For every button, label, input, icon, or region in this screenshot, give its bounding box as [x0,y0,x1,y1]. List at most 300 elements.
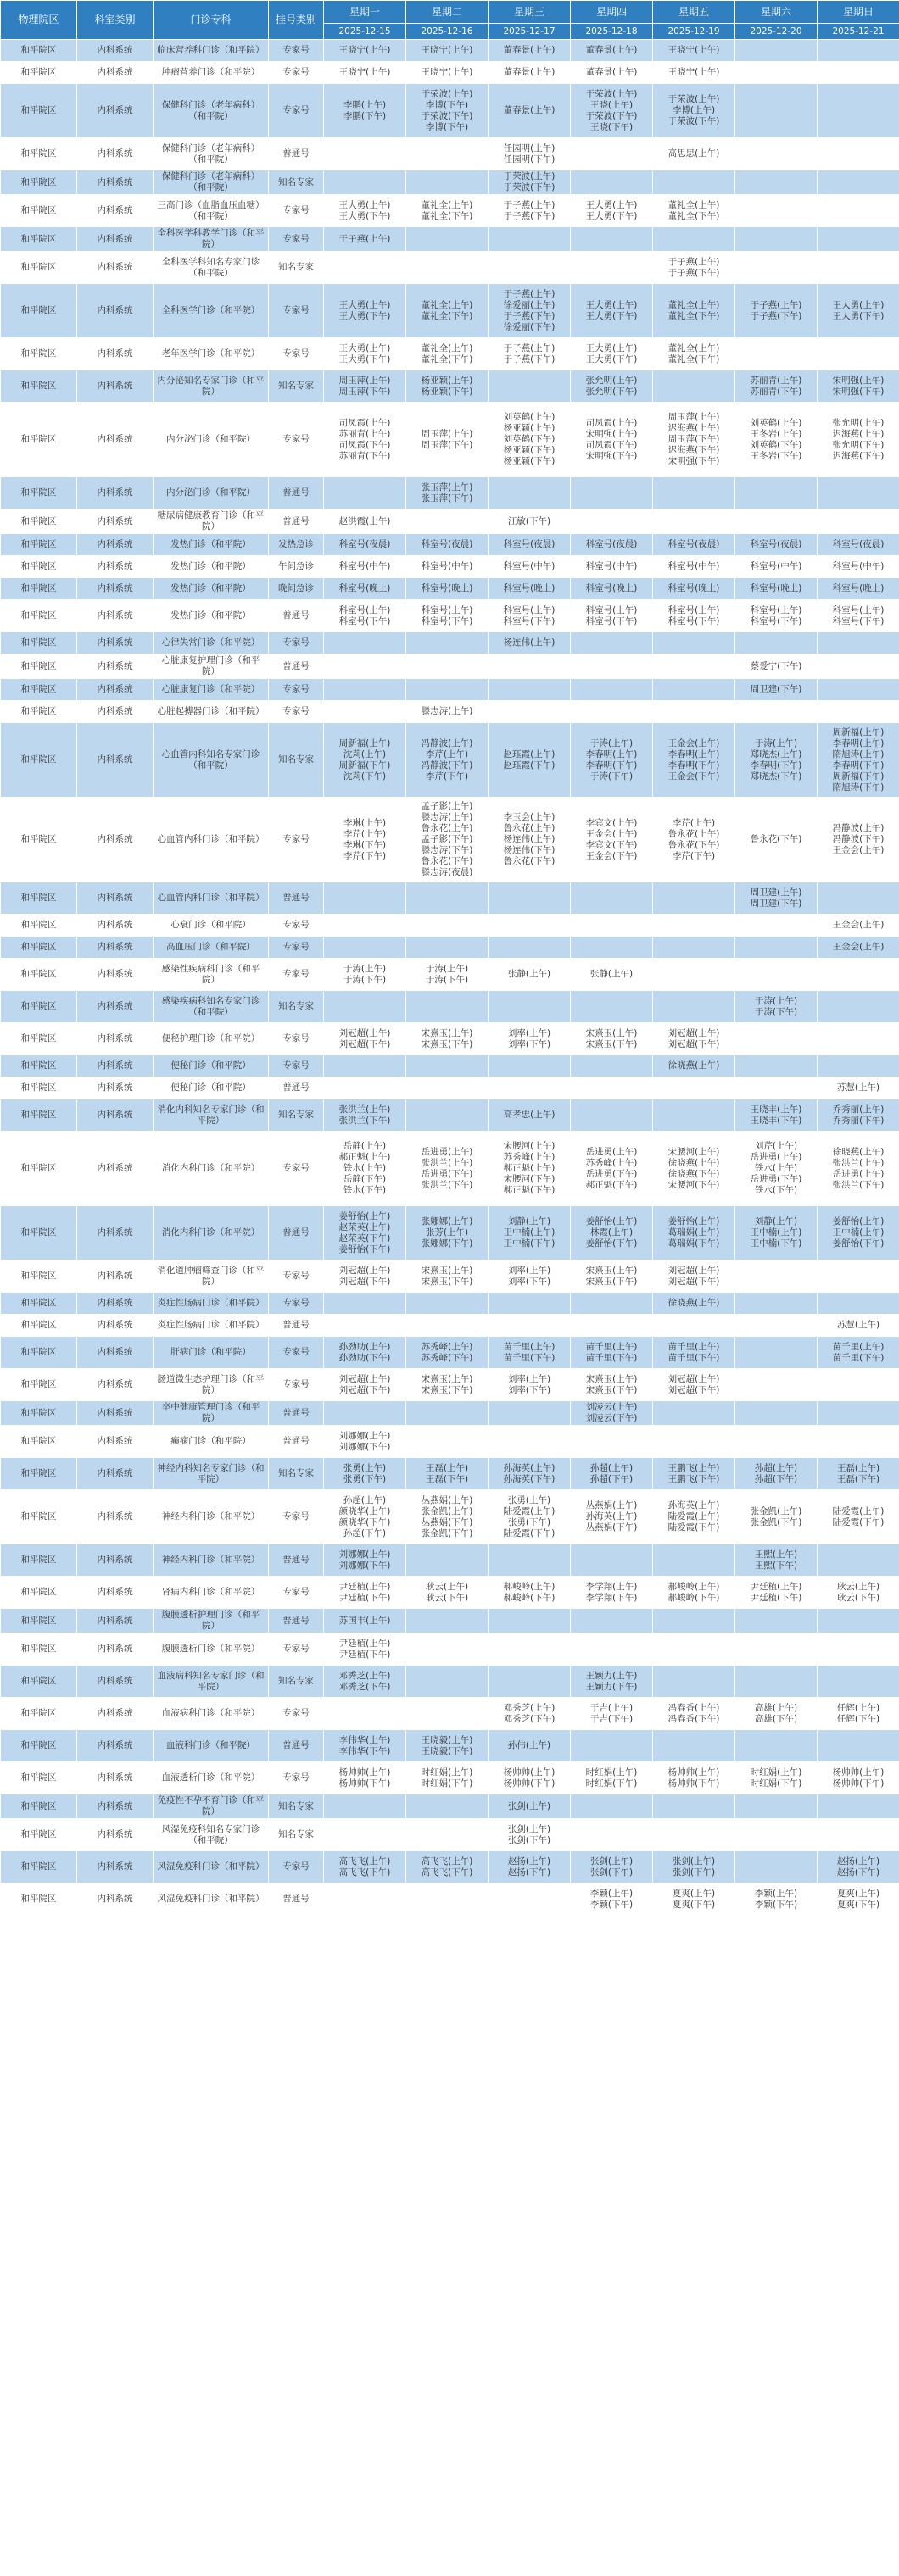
clinic-cell: 卒中健康管理门诊（和平院） [154,1401,269,1426]
doctor-schedule-cell [735,1401,818,1426]
table-row [1,798,899,882]
doctor-schedule-cell: 刘冠超(上午) 刘冠超(下午) [324,1260,406,1293]
doctor-schedule-cell [571,227,653,252]
doctor-schedule-cell: 王磊(上午) 王磊(下午) [818,1458,899,1490]
doctor-schedule-cell [735,1293,818,1315]
clinic-cell: 肝病门诊（和平院） [154,1337,269,1369]
doctor-schedule-cell: 丛燕娟(上午) 孙海英(上午) 丛燕娟(下午) [571,1490,653,1544]
doctor-schedule-cell [489,227,571,252]
doctor-schedule-cell [653,1315,735,1337]
campus-cell: 和平院区 [1,798,77,882]
doctor-schedule-cell [735,1794,818,1819]
doctor-schedule-cell [406,915,489,937]
doctor-schedule-cell: 周新福(上午) 沈莉(上午) 周新福(下午) 沈莉(下午) [324,723,406,798]
doctor-schedule-cell [571,1794,653,1819]
doctor-schedule-cell [406,1401,489,1426]
doctor-schedule-cell: 尹廷植(上午) 尹廷植(下午) [324,1577,406,1609]
doctor-schedule-cell: 宋熹玉(上午) 宋熹玉(下午) [571,1369,653,1401]
doctor-schedule-cell: 科室号(上午) 科室号(下午) [489,600,571,632]
doctor-schedule-cell: 王晓宁(上午) [406,40,489,62]
doctor-schedule-cell: 科室号(上午) 科室号(下午) [735,600,818,632]
doctor-schedule-cell: 苏国丰(上午) [324,1609,406,1633]
category-cell: 内科系统 [77,1315,154,1337]
table-row [1,1315,899,1337]
campus-cell: 和平院区 [1,959,77,991]
clinic-cell: 肾病内科门诊（和平院） [154,1577,269,1609]
doctor-schedule-cell: 苗千里(上午) 苗千里(下午) [489,1337,571,1369]
doctor-schedule-cell [735,338,818,370]
category-cell: 内科系统 [77,1633,154,1666]
header-type: 挂号类别 [269,1,324,40]
campus-cell: 和平院区 [1,40,77,62]
campus-cell: 和平院区 [1,1730,77,1762]
table-row [1,959,899,991]
doctor-schedule-cell [818,1666,899,1698]
doctor-schedule-cell [324,1315,406,1337]
type-cell: 普通号 [269,1077,324,1099]
category-cell: 内科系统 [77,991,154,1023]
table-row [1,1293,899,1315]
doctor-schedule-cell [653,170,735,195]
table-row [1,632,899,654]
doctor-schedule-cell: 赵扬(上午) 赵扬(下午) [818,1851,899,1883]
doctor-schedule-cell: 王大勇(上午) 王大勇(下午) [571,195,653,227]
category-cell: 内科系统 [77,1401,154,1426]
doctor-schedule-cell: 宋腰河(上午) 苏秀峰(上午) 郝正魁(上午) 宋腰河(下午) 郝正魁(下午) [489,1132,571,1206]
doctor-schedule-cell: 王大勇(上午) 王大勇(下午) [571,338,653,370]
doctor-schedule-cell [818,138,899,170]
campus-cell: 和平院区 [1,578,77,600]
campus-cell: 和平院区 [1,403,77,477]
doctor-schedule-cell [818,170,899,195]
clinic-cell: 内分泌门诊（和平院） [154,403,269,477]
doctor-schedule-cell [406,252,489,284]
header-day-date: 2025-12-21 [818,24,899,40]
header-day-label: 星期四 [571,1,653,24]
doctor-schedule-cell [735,1315,818,1337]
doctor-schedule-cell: 于荣波(上午) 李博(上午) 于荣波(下午) [653,84,735,138]
doctor-schedule-cell [489,1666,571,1698]
doctor-schedule-cell [653,1819,735,1851]
doctor-schedule-cell: 科室号(夜晨) [735,534,818,556]
campus-cell: 和平院区 [1,370,77,403]
doctor-schedule-cell: 刘静(上午) 王中楠(上午) 王中楠(下午) [735,1206,818,1260]
table-row [1,1206,899,1260]
doctor-schedule-cell: 王金会(上午) 李春明(上午) 李春明(下午) 王金会(下午) [653,723,735,798]
doctor-schedule-cell: 刘率(上午) 刘率(下午) [489,1023,571,1055]
doctor-schedule-cell [489,915,571,937]
doctor-schedule-cell: 科室号(中午) [324,556,406,578]
doctor-schedule-cell: 姜舒怡(上午) 赵荣英(上午) 赵荣英(下午) 姜舒怡(下午) [324,1206,406,1260]
clinic-cell: 心血管内科门诊（和平院） [154,798,269,882]
doctor-schedule-cell [818,1023,899,1055]
category-cell: 内科系统 [77,701,154,723]
table-row [1,1077,899,1099]
doctor-schedule-cell [735,1023,818,1055]
doctor-schedule-cell: 董春景(上午) [489,40,571,62]
category-cell: 内科系统 [77,1099,154,1132]
doctor-schedule-cell: 王金会(上午) [818,937,899,959]
doctor-schedule-cell [818,1426,899,1458]
doctor-schedule-cell: 杨连伟(上午) [489,632,571,654]
doctor-schedule-cell [489,1315,571,1337]
doctor-schedule-cell [735,959,818,991]
doctor-schedule-cell: 科室号(晚上) [653,578,735,600]
doctor-schedule-cell [489,1633,571,1666]
doctor-schedule-cell [571,1099,653,1132]
table-row [1,1458,899,1490]
doctor-schedule-cell [324,701,406,723]
clinic-cell: 神经内科门诊（和平院） [154,1490,269,1544]
doctor-schedule-cell [406,679,489,701]
doctor-schedule-cell: 乔秀丽(上午) 乔秀丽(下午) [818,1099,899,1132]
type-cell: 知名专家 [269,1794,324,1819]
clinic-cell: 保健科门诊（老年病科）（和平院） [154,138,269,170]
doctor-schedule-cell [653,1099,735,1132]
type-cell: 晚间急诊 [269,578,324,600]
campus-cell: 和平院区 [1,170,77,195]
clinic-cell: 临床营养科门诊（和平院） [154,40,269,62]
doctor-schedule-cell: 滕志涛(上午) [406,701,489,723]
doctor-schedule-cell: 鲁永花(下午) [735,798,818,882]
clinic-cell: 感染性疾病科门诊（和平院） [154,959,269,991]
table-row [1,477,899,509]
category-cell: 内科系统 [77,578,154,600]
table-row [1,1544,899,1577]
table-row [1,370,899,403]
type-cell: 专家号 [269,1337,324,1369]
doctor-schedule-cell: 孟子影(上午) 滕志涛(上午) 鲁永花(上午) 孟子影(下午) 滕志涛(下午) 鲁永花(下午) 滕志涛(夜晨) [406,798,489,882]
doctor-schedule-cell [653,370,735,403]
category-cell: 内科系统 [77,632,154,654]
type-cell: 普通号 [269,477,324,509]
type-cell: 专家号 [269,338,324,370]
type-cell: 专家号 [269,679,324,701]
doctor-schedule-cell [406,937,489,959]
doctor-schedule-cell: 时红娟(上午) 时红娟(下午) [406,1762,489,1794]
doctor-schedule-cell: 刘冠超(上午) 刘冠超(下午) [653,1260,735,1293]
category-cell: 内科系统 [77,138,154,170]
doctor-schedule-cell [735,62,818,84]
doctor-schedule-cell [489,477,571,509]
table-row [1,1730,899,1762]
doctor-schedule-cell: 科室号(夜晨) [489,534,571,556]
campus-cell: 和平院区 [1,1851,77,1883]
doctor-schedule-cell: 科室号(上午) 科室号(下午) [324,600,406,632]
doctor-schedule-cell [818,701,899,723]
table-row [1,1426,899,1458]
doctor-schedule-cell [735,1426,818,1458]
clinic-cell: 心脏康复门诊（和平院） [154,679,269,701]
doctor-schedule-cell: 科室号(夜晨) [571,534,653,556]
category-cell: 内科系统 [77,338,154,370]
doctor-schedule-cell [571,991,653,1023]
doctor-schedule-cell: 任园明(上午) 任园明(下午) [489,138,571,170]
header-day-label: 星期五 [653,1,735,24]
doctor-schedule-cell [324,1401,406,1426]
clinic-cell: 消化内科门诊（和平院） [154,1206,269,1260]
doctor-schedule-cell: 科室号(晚上) [571,578,653,600]
doctor-schedule-cell: 刘冠超(上午) 刘冠超(下午) [653,1023,735,1055]
doctor-schedule-cell: 孙超(上午) 颜晓华(上午) 颜晓华(下午) 孙超(下午) [324,1490,406,1544]
clinic-cell: 腹膜透析门诊（和平院） [154,1633,269,1666]
doctor-schedule-cell [735,509,818,534]
doctor-schedule-cell [489,991,571,1023]
campus-cell: 和平院区 [1,1794,77,1819]
doctor-schedule-cell: 王熙(上午) 王熙(下午) [735,1544,818,1577]
doctor-schedule-cell: 高思思(上午) [653,138,735,170]
doctor-schedule-cell: 董春景(上午) [571,40,653,62]
doctor-schedule-cell [653,1730,735,1762]
doctor-schedule-cell: 董礼全(上午) 董礼全(下午) [406,195,489,227]
doctor-schedule-cell: 科室号(中午) [818,556,899,578]
doctor-schedule-cell [324,654,406,679]
doctor-schedule-cell [406,1698,489,1730]
type-cell: 知名专家 [269,1819,324,1851]
campus-cell: 和平院区 [1,1055,77,1077]
doctor-schedule-cell [324,679,406,701]
type-cell: 专家号 [269,915,324,937]
doctor-schedule-cell [818,477,899,509]
header-day-date: 2025-12-15 [324,24,406,40]
doctor-schedule-cell: 李芹(上午) 鲁永花(上午) 鲁永花(下午) 李芹(下午) [653,798,735,882]
doctor-schedule-cell: 董礼全(上午) 董礼全(下午) [653,284,735,338]
type-cell: 普通号 [269,1315,324,1337]
category-cell: 内科系统 [77,284,154,338]
category-cell: 内科系统 [77,403,154,477]
category-cell: 内科系统 [77,1293,154,1315]
category-cell: 内科系统 [77,1666,154,1698]
doctor-schedule-cell: 于涛(上午) 李春明(上午) 李春明(下午) 于涛(下午) [571,723,653,798]
type-cell: 专家号 [269,798,324,882]
doctor-schedule-cell: 赵扬(上午) 赵扬(下午) [489,1851,571,1883]
doctor-schedule-cell [571,701,653,723]
doctor-schedule-cell [571,170,653,195]
campus-cell: 和平院区 [1,1426,77,1458]
doctor-schedule-cell: 刘娜娜(上午) 刘娜娜(下午) [324,1426,406,1458]
table-row [1,556,899,578]
clinic-cell: 心血管内科知名专家门诊（和平院） [154,723,269,798]
category-cell: 内科系统 [77,40,154,62]
header-campus: 物理院区 [1,1,77,40]
doctor-schedule-cell [653,227,735,252]
type-cell: 普通号 [269,1544,324,1577]
doctor-schedule-cell: 科室号(晚上) [818,578,899,600]
clinic-cell: 老年医学门诊（和平院） [154,338,269,370]
doctor-schedule-cell: 宋腰河(上午) 徐晓燕(上午) 徐晓燕(下午) 宋腰河(下午) [653,1132,735,1206]
doctor-schedule-cell [653,701,735,723]
table-row [1,1369,899,1401]
doctor-schedule-cell: 李伟华(上午) 李伟华(下午) [324,1730,406,1762]
doctor-schedule-cell: 张允明(上午) 迟海燕(上午) 张允明(下午) 迟海燕(下午) [818,403,899,477]
campus-cell: 和平院区 [1,679,77,701]
doctor-schedule-cell [818,227,899,252]
category-cell: 内科系统 [77,1851,154,1883]
clinic-cell: 心衰门诊（和平院） [154,915,269,937]
campus-cell: 和平院区 [1,915,77,937]
doctor-schedule-cell: 刘娜娜(上午) 刘娜娜(下午) [324,1544,406,1577]
doctor-schedule-cell: 张剑(上午) 张剑(下午) [489,1819,571,1851]
clinic-cell: 心脏起搏器门诊（和平院） [154,701,269,723]
doctor-schedule-cell: 周卫建(上午) 周卫建(下午) [735,882,818,915]
doctor-schedule-cell: 杨帅帅(上午) 杨帅帅(下午) [653,1762,735,1794]
doctor-schedule-cell [818,1401,899,1426]
category-cell: 内科系统 [77,1023,154,1055]
doctor-schedule-cell: 苗千里(上午) 苗千里(下午) [818,1337,899,1369]
type-cell: 知名专家 [269,370,324,403]
doctor-schedule-cell [735,1260,818,1293]
doctor-schedule-cell [818,1819,899,1851]
doctor-schedule-cell: 赵珏霞(上午) 赵珏霞(下午) [489,723,571,798]
category-cell: 内科系统 [77,937,154,959]
doctor-schedule-cell: 姜舒怡(上午) 王中楠(上午) 姜舒怡(下午) [818,1206,899,1260]
doctor-schedule-cell: 孙劲助(上午) 孙劲助(下午) [324,1337,406,1369]
type-cell: 普通号 [269,1730,324,1762]
doctor-schedule-cell: 科室号(夜晨) [406,534,489,556]
table-row [1,403,899,477]
category-cell: 内科系统 [77,1794,154,1819]
doctor-schedule-cell: 科室号(夜晨) [324,534,406,556]
clinic-cell: 肿瘤营养门诊（和平院） [154,62,269,84]
doctor-schedule-cell: 王磊(上午) 王磊(下午) [406,1458,489,1490]
table-row [1,84,899,138]
category-cell: 内科系统 [77,1883,154,1916]
doctor-schedule-cell: 董春景(上午) [571,62,653,84]
header-day-date: 2025-12-16 [406,24,489,40]
doctor-schedule-cell: 邓秀芝(上午) 邓秀芝(下午) [324,1666,406,1698]
campus-cell: 和平院区 [1,195,77,227]
type-cell: 普通号 [269,882,324,915]
doctor-schedule-cell: 王大勇(上午) 王大勇(下午) [324,284,406,338]
doctor-schedule-cell [406,138,489,170]
table-row [1,1260,899,1293]
doctor-schedule-cell [406,1883,489,1916]
clinic-cell: 保健科门诊（老年病科）（和平院） [154,170,269,195]
doctor-schedule-cell [324,1698,406,1730]
doctor-schedule-cell: 孙伟(上午) [489,1730,571,1762]
doctor-schedule-cell [406,1099,489,1132]
doctor-schedule-cell [489,701,571,723]
campus-cell: 和平院区 [1,701,77,723]
doctor-schedule-cell [818,1055,899,1077]
doctor-schedule-cell [324,477,406,509]
doctor-schedule-cell: 张允明(上午) 张允明(下午) [571,370,653,403]
doctor-schedule-cell: 赵洪霞(上午) [324,509,406,534]
doctor-schedule-cell: 科室号(上午) 科室号(下午) [653,600,735,632]
doctor-schedule-cell: 时红娟(上午) 时红娟(下午) [571,1762,653,1794]
table-row [1,1633,899,1666]
type-cell: 专家号 [269,1055,324,1077]
campus-cell: 和平院区 [1,1337,77,1369]
category-cell: 内科系统 [77,1077,154,1099]
doctor-schedule-cell: 刘冠超(上午) 刘冠超(下午) [653,1369,735,1401]
doctor-schedule-cell: 张勇(上午) 张勇(下午) [324,1458,406,1490]
header-day-date: 2025-12-17 [489,24,571,40]
doctor-schedule-cell [324,1055,406,1077]
campus-cell: 和平院区 [1,62,77,84]
doctor-schedule-cell [735,1609,818,1633]
doctor-schedule-cell [653,679,735,701]
doctor-schedule-cell [324,632,406,654]
table-row [1,1883,899,1916]
type-cell: 专家号 [269,62,324,84]
doctor-schedule-cell [489,1055,571,1077]
doctor-schedule-cell [818,62,899,84]
doctor-schedule-cell [571,654,653,679]
doctor-schedule-cell [406,1055,489,1077]
doctor-schedule-cell: 科室号(中午) [489,556,571,578]
category-cell: 内科系统 [77,798,154,882]
table-row [1,679,899,701]
doctor-schedule-cell: 冯春香(上午) 冯春香(下午) [653,1698,735,1730]
doctor-schedule-cell [406,1077,489,1099]
category-cell: 内科系统 [77,84,154,138]
doctor-schedule-cell: 李颖(上午) 李颖(下午) [571,1883,653,1916]
table-row [1,40,899,62]
doctor-schedule-cell [406,227,489,252]
clinic-cell: 肠道微生态护理门诊（和平院） [154,1369,269,1401]
doctor-schedule-cell [489,679,571,701]
clinic-cell: 癫痫门诊（和平院） [154,1426,269,1458]
doctor-schedule-cell: 蔡爱宁(下午) [735,654,818,679]
table-row [1,600,899,632]
doctor-schedule-cell [571,1730,653,1762]
doctor-schedule-cell: 高孝忠(上午) [489,1099,571,1132]
doctor-schedule-cell [571,937,653,959]
doctor-schedule-cell: 王大勇(上午) 王大勇(下午) [818,284,899,338]
doctor-schedule-cell [735,227,818,252]
clinic-cell: 内分泌知名专家门诊（和平院） [154,370,269,403]
category-cell: 内科系统 [77,1260,154,1293]
doctor-schedule-cell: 张玉萍(上午) 张玉萍(下午) [406,477,489,509]
table-body [1,40,899,1916]
clinic-cell: 消化内科知名专家门诊（和平院） [154,1099,269,1132]
doctor-schedule-cell [489,1077,571,1099]
doctor-schedule-cell: 于荣波(上午) 于荣波(下午) [489,170,571,195]
table-row [1,227,899,252]
doctor-schedule-cell: 苏慧(上午) [818,1315,899,1337]
table-row [1,654,899,679]
doctor-schedule-cell: 刘冠超(上午) 刘冠超(下午) [324,1369,406,1401]
campus-cell: 和平院区 [1,138,77,170]
category-cell: 内科系统 [77,1609,154,1633]
table-row [1,915,899,937]
doctor-schedule-cell: 于子燕(上午) 于子燕(下午) [653,252,735,284]
doctor-schedule-cell: 司凤霞(上午) 宋明强(上午) 司凤霞(下午) 宋明强(下午) [571,403,653,477]
table-row [1,1490,899,1544]
clinic-cell: 风湿免疫科门诊（和平院） [154,1883,269,1916]
doctor-schedule-cell: 刘静(上午) 王中楠(上午) 王中楠(下午) [489,1206,571,1260]
doctor-schedule-cell [324,937,406,959]
doctor-schedule-cell [653,654,735,679]
category-cell: 内科系统 [77,62,154,84]
clinic-cell: 消化道肿瘤筛查门诊（和平院） [154,1260,269,1293]
doctor-schedule-cell [735,1077,818,1099]
category-cell: 内科系统 [77,1055,154,1077]
doctor-schedule-cell: 张剑(上午) [489,1794,571,1819]
campus-cell: 和平院区 [1,84,77,138]
doctor-schedule-cell: 王晓宁(上午) [653,40,735,62]
doctor-schedule-cell: 科室号(晚上) [489,578,571,600]
clinic-cell: 三高门诊（血脂血压血糖）（和平院） [154,195,269,227]
doctor-schedule-cell: 宋熹玉(上午) 宋熹玉(下午) [571,1260,653,1293]
doctor-schedule-cell [406,1609,489,1633]
doctor-schedule-cell [735,915,818,937]
doctor-schedule-cell: 岳进勇(上午) 张洪兰(上午) 岳进勇(下午) 张洪兰(下午) [406,1132,489,1206]
doctor-schedule-cell [571,1633,653,1666]
type-cell: 专家号 [269,403,324,477]
type-cell: 午间急诊 [269,556,324,578]
